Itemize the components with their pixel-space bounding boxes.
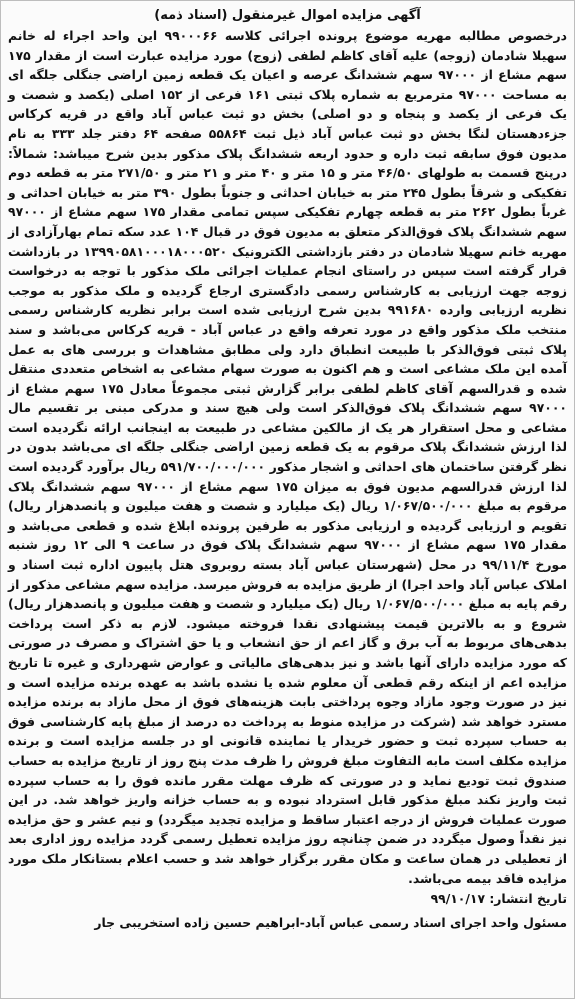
publish-date: تاریخ انتشار: ۹۹/۱۰/۱۷ bbox=[430, 891, 567, 907]
notice-title: آگهی مزایده اموال غیرمنقول (اسناد ذمه) bbox=[154, 8, 421, 23]
notice-body: درخصوص مطالبه مهریه موضوع پرونده اجرائی کلاسه ۹۹۰۰۰۶۶ این واحد اجراء له خانم سهیلا شادمان (زوجه) علیه آقای کاظم لطفی (زوج) مورد مزایده عبارت است از مقدار ۱۷۵ سهم مشاع از ۹۷۰۰۰ سهم ششدانگ عرصه و اعیان یک قطعه زمین اراضی جنگلی جلگه ای به مساحت ۹۷۰۰۰ مترمربع به شماره پلاک ثبتی ۱۶۱ فرعی از ۱۵۲ اصلی (یکصد و شصت و یک فرعی از یکصد و پنجاه و دو اصلی) بخش دو ثبت عباس آباد واقع در قریه کرکاس جزءدهستان لنگا بخش دو ثبت عباس آباد ذیل ثبت ۵۵۸۶۴ صفحه ۶۴ دفتر جلد ۳۳۳ به نام مدیون فوق سابقه ثبت داره و حدود اربعه ششدانگ پلاک مذکور بدین شرح میباشد: شمالاً: درپنج قسمت به طولهای ۴۶/۵۰ متر و ۱۵ متر و ۴۰ متر و ۲۱ متر و ۲۷۱/۵۰ متر به قطعه دوم تفکیکی و شرقاً بطول ۲۴۵ متر به خیابان احداثی و جنوباً بطول ۳۹۰ متر به خیابان احداثی و غرباً بطول ۲۶۲ متر به قطعه چهارم تفکیکی سپس تمامی مقدار ۱۷۵ سهم مشاع از ۹۷۰۰۰ سهم ششدانگ پلاک فوق‌الذکر متعلق به مدیون فوق در قبال ۱۰۴ عدد سکه تمام بهارآزادی از مهریه خانم سهیلا شادمان در دفتر بازداشتی الکترونیک ۱۳۹۹۰۵۸۱۰۰۰۱۸۰۰۰۵۲۰ در بازداشت قرار گرفته است سپس در راستای انجام عملیات اجرائی ملک مذکور با توجه به درخواست زوجه جهت ارزیابی به کارشناس رسمی دادگستری ارجاع گردیده و ملک مذکور به موجب نظریه ارزیابی وارده ۹۹۱۶۸۰ بدین شرح ارزیابی شده است برابر نظریه کارشناس رسمی منتخب ملک مذکور واقع در مورد تعرفه واقع در عباس آباد - قریه کرکاس می‌باشد و سند پلاک ثبتی فوق‌الذکر با طبیعت انطباق دارد ولی مطابق مشاهدات و بررسی های به عمل آمده این ملک مشاعی است و هم اکنون به صورت سهام مشاعی به اشخاص متعددی منتقل شده و قدرالسهم آقای کاظم لطفی برابر گزارش ثبتی مجموعاً معادل ۱۷۵ سهم مشاع از ۹۷۰۰۰ سهم ششدانگ پلاک فوق‌الذکر است ولی هیچ سند و مدرکی مبنی بر تقسیم مال مشاعی و محل استقرار هر یک از مالکین مشاعی در طبیعت به اینجانب ارائه نگردیده است لذا ارزش ششدانگ پلاک مرقوم به یک قطعه زمین اراضی جنگلی جلگه ای می‌باشد بدون در نظر گرفتن ساختمان های احداثی و اشجار مذکور ۵۹۱/۷۰۰/۰۰۰/۰۰۰ ریال برآورد گردیده است لذا ارزش قدرالسهم مدیون فوق به میزان ۱۷۵ سهم مشاع از ۹۷۰۰۰ سهم ششدانگ پلاک مرقوم به مبلغ ۱/۰۶۷/۵۰۰/۰۰۰ ریال (یک میلیارد و شصت و هفت میلیون و پانصدهزار ریال) تقویم و ارزیابی گردیده و ارزیابی مذکور به طرفین پرونده ابلاغ شده و قطعی می‌باشد و مقدار ۱۷۵ سهم مشاع از ۹۷۰۰۰ سهم ششدانگ پلاک فوق در ساعت ۹ الی ۱۲ روز شنبه مورخ ۹۹/۱۱/۴ در محل (شهرستان عباس آباد بسته روبروی هتل پاییون اداره ثبت اسناد و املاک عباس آباد واحد اجرا) از طریق مزایده به فروش میرسد. مزایده سهم مشاعی مذکور از رقم پایه به مبلغ ۱/۰۶۷/۵۰۰/۰۰۰ ریال (یک میلیارد و شصت و هفت میلیون و پانصدهزار ریال) شروع و به بالاترین قیمت پیشنهادی نقدا فروخته میشود. لازم به ذکر است پرداخت بدهی‌های مربوط به آب برق و گاز اعم از حق انشعاب و یا حق اشتراک و مصرف در صورتی که مورد مزایده دارای آنها باشد و نیز بدهی‌های مالیاتی و عوارض شهرداری و غیره تا تاریخ مزایده اعم از اینکه رقم قطعی آن معلوم شده یا نشده باشد به عهده برنده مزایده است و نیز در صورت وجود مازاد وجوه پرداختی بابت هزینه‌های فوق از محل مازاد به برنده مزایده مسترد خواهد شد (شرکت در مزایده منوط به پرداخت ده درصد از مبلغ پایه کارشناسی فوق به حساب سپرده ثبت و حضور خریدار یا نماینده قانونی او در جلسه مزایده است و برنده مزایده مکلف است مابه التفاوت مبلغ فروش را ظرف مدت پنج روز از تاریخ مزایده به حساب صندوق ثبت تودیع نماید و در صورتی که ظرف مهلت مقرر مانده فوق را به حساب سپرده ثبت واریز نکند مبلغ مذکور قابل استرداد نبوده و به حساب خزانه واریز خواهد شد. در این صورت عملیات فروش از درجه اعتبار ساقط و مزایده تجدید میگردد) و نیم عشر و حق مزایده نیز نقداً وصول میگردد در ضمن چنانچه روز مزایده تعطیل رسمی گردد مزایده روز اداری بعد از تعطیلی در همان ساعت و مکان مقرر برگزار خواهد شد و حسب اعلام بستانکار ملک مورد مزایده فاقد بیمه می‌باشد. bbox=[8, 28, 568, 886]
signature-line: مسئول واحد اجرای اسناد رسمی عباس آباد-ابراهیم حسین زاده استخریبی جار bbox=[94, 915, 567, 931]
